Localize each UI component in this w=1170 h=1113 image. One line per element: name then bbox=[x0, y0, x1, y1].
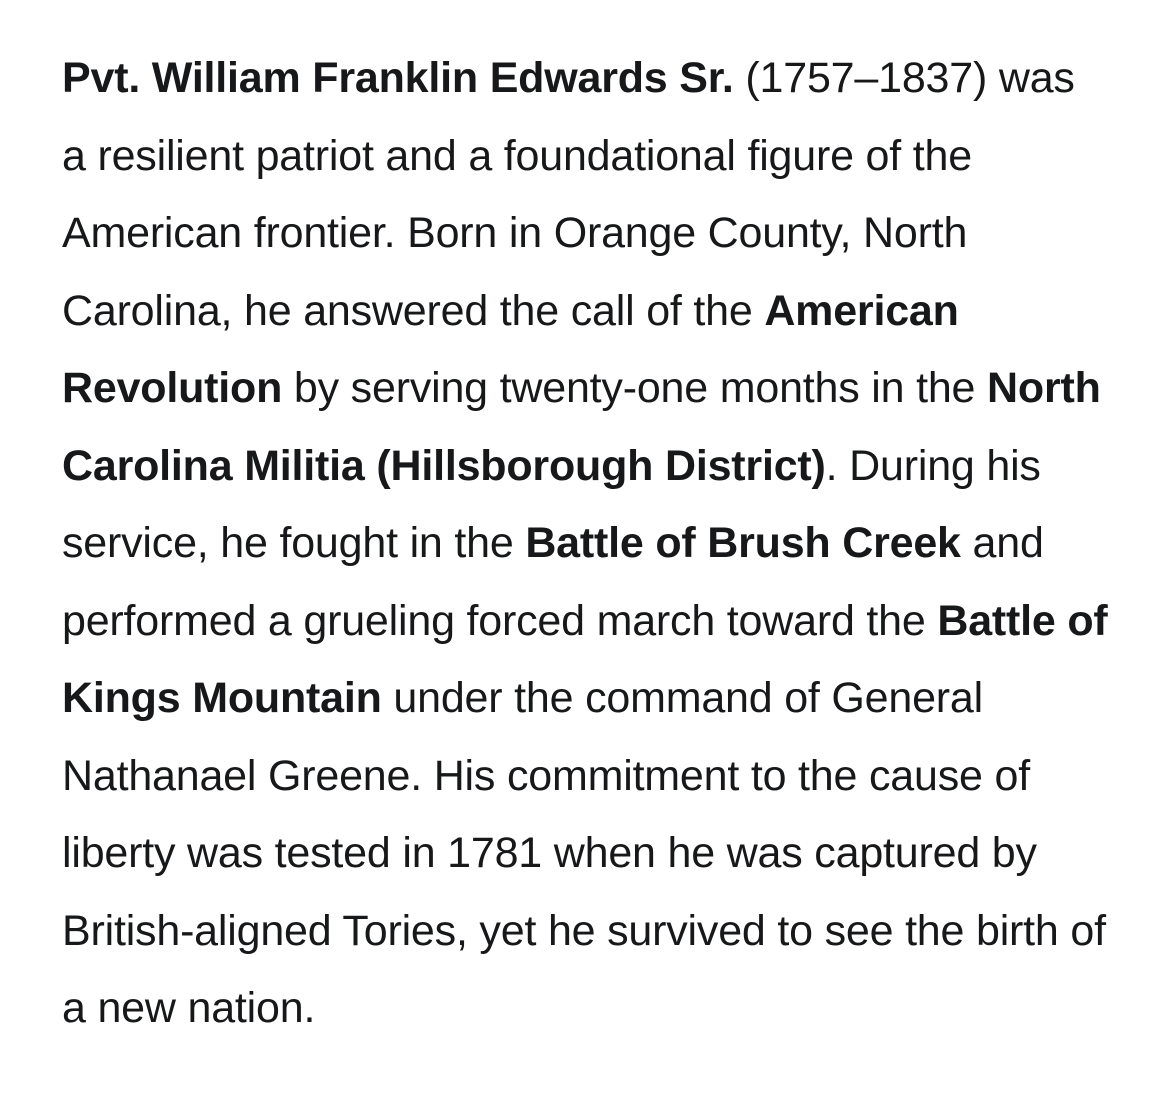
bold-term: Battle of Kings Mountain bbox=[62, 596, 1108, 722]
text-segment: (1757–1837) was a resilient patriot and a foundational figure of the American frontier. Born in Orange County, North Carolina, he answered the call of the bbox=[62, 54, 1075, 335]
text-segment: . During his service, he fought in the bbox=[62, 441, 1041, 567]
text-segment: under the command of General Nathanael Greene. His commitment to the cause of liberty was tested in 1781 when he was captured by British-aligned Tories, yet he survived to see the birth of a new nation. bbox=[62, 674, 1106, 1032]
bold-term: North Carolina Militia (Hillsborough District) bbox=[62, 364, 1101, 490]
bold-term: Pvt. William Franklin Edwards Sr. bbox=[62, 54, 734, 102]
text-segment: and performed a grueling forced march toward the bbox=[62, 519, 1044, 645]
bold-term: American Revolution bbox=[62, 286, 959, 412]
text-segment: by serving twenty-one months in the bbox=[282, 364, 988, 412]
bold-term: Battle of Brush Creek bbox=[525, 519, 961, 567]
